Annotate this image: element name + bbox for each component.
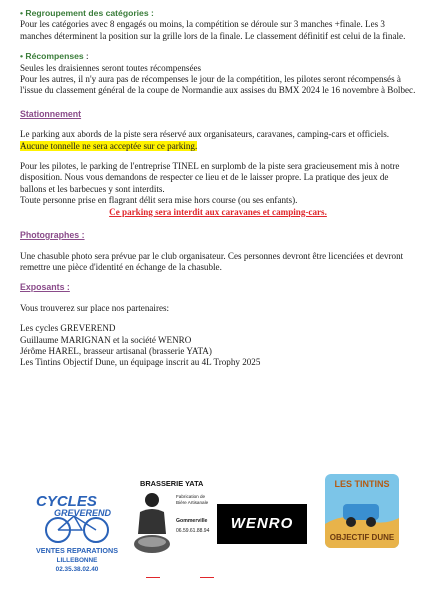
cycles-subtitle: GREVEREND [54, 508, 112, 518]
stationnement-warning: Ce parking sera interdit aux caravanes et camping-cars. [109, 206, 327, 217]
yata-subtitle: Fabrication de Bière Artisanale [176, 494, 209, 505]
photographes-heading: Photographes : [20, 230, 85, 241]
section-stationnement [20, 109, 416, 218]
recompenses-heading: • Récompenses : [20, 51, 89, 62]
cycles-greverend-logo [36, 488, 118, 573]
partner-item: Guillaume MARIGNAN et la société WENRO [20, 334, 192, 345]
brasserie-yata-logo [130, 478, 212, 560]
section-exposants [20, 282, 416, 368]
photographes-text: Une chasuble photo sera prévue par le club organisateur. Ces personnes devront être licenciées et devront remettre une pièce d'identité en échange de la chasuble. [20, 250, 404, 272]
regroupement-heading: • Regroupement des catégories : [20, 8, 154, 18]
recompenses-line1: Seules les draisiennes seront toutes récompensées [20, 62, 202, 73]
cycles-ventes: VENTES REPARATIONS [36, 546, 118, 555]
logo-divider [146, 577, 160, 578]
section-photographes [20, 230, 416, 273]
stationnement-highlight: Aucune tonnelle ne sera acceptée sur ce parking. [20, 140, 198, 151]
tintins-logo [325, 474, 399, 548]
cycles-title: CYCLES [36, 493, 97, 510]
logo-divider [200, 577, 214, 578]
stationnement-para2: Pour les pilotes, le parking de l'entreprise TINEL en surplomb de la piste sera gracieusement mis à notre disposition. Nous vous demandons de respecter ce lieu et de le laisser propre. La pratique des jeux de ballons et les barbecues y sont interdits. [20, 161, 400, 194]
section-regroupement [20, 8, 416, 42]
exposants-intro: Vous trouverez sur place nos partenaires: [20, 302, 170, 313]
wenro-logo [217, 504, 307, 544]
stationnement-para3: Toute personne prise en flagrant délit sera mise hors course (ou ses enfants). [20, 195, 298, 206]
yata-phone: 06.59.61.88.94 [176, 528, 210, 534]
exposants-heading: Exposants : [20, 282, 70, 293]
section-recompenses [20, 51, 416, 97]
tintins-bottom: OBJECTIF DUNE [329, 533, 395, 542]
partner-logos [0, 474, 431, 584]
recompenses-line2: Pour les autres, il n'y aura pas de récompenses le jour de la compétition, les pilotes seront récompensés à l'issue du classement général de la coupe de Normandie aux assises du BMX 2024 le 16 novembre à Bolbec. [20, 74, 416, 96]
partner-item: Les Tintins Objectif Dune, un équipage inscrit au 4L Trophy 2025 [20, 357, 261, 368]
stationnement-heading: Stationnement [20, 108, 82, 119]
yata-town: Gommerville [176, 518, 208, 524]
cycles-phone: LILLEBONNE 02.35.38.02.40 [55, 557, 99, 573]
document-page [20, 8, 416, 369]
stationnement-para1: Le parking aux abords de la piste sera réservé aux organisateurs, caravanes, camping-cars et officiels. Aucune tonnelle ne sera acceptée sur ce parking. [20, 129, 390, 151]
partner-item: Jérôme HAREL, brasseur artisanal (brasserie YATA) [20, 345, 212, 356]
brewer-figure-icon [130, 488, 174, 558]
wenro-name: WENRO [230, 515, 294, 533]
regroupement-text: Pour les catégories avec 8 engagés ou moins, la compétition se déroule sur 3 manches +finale. Les 3 manches déterminent la position sur la grille lors de la finale. Le classement définitif est celui de la finale. [20, 19, 406, 41]
partner-item: Les cycles GREVEREND [20, 323, 116, 334]
yata-title: BRASSERIE YATA [140, 479, 204, 488]
tintins-top: LES TINTINS [334, 479, 390, 489]
